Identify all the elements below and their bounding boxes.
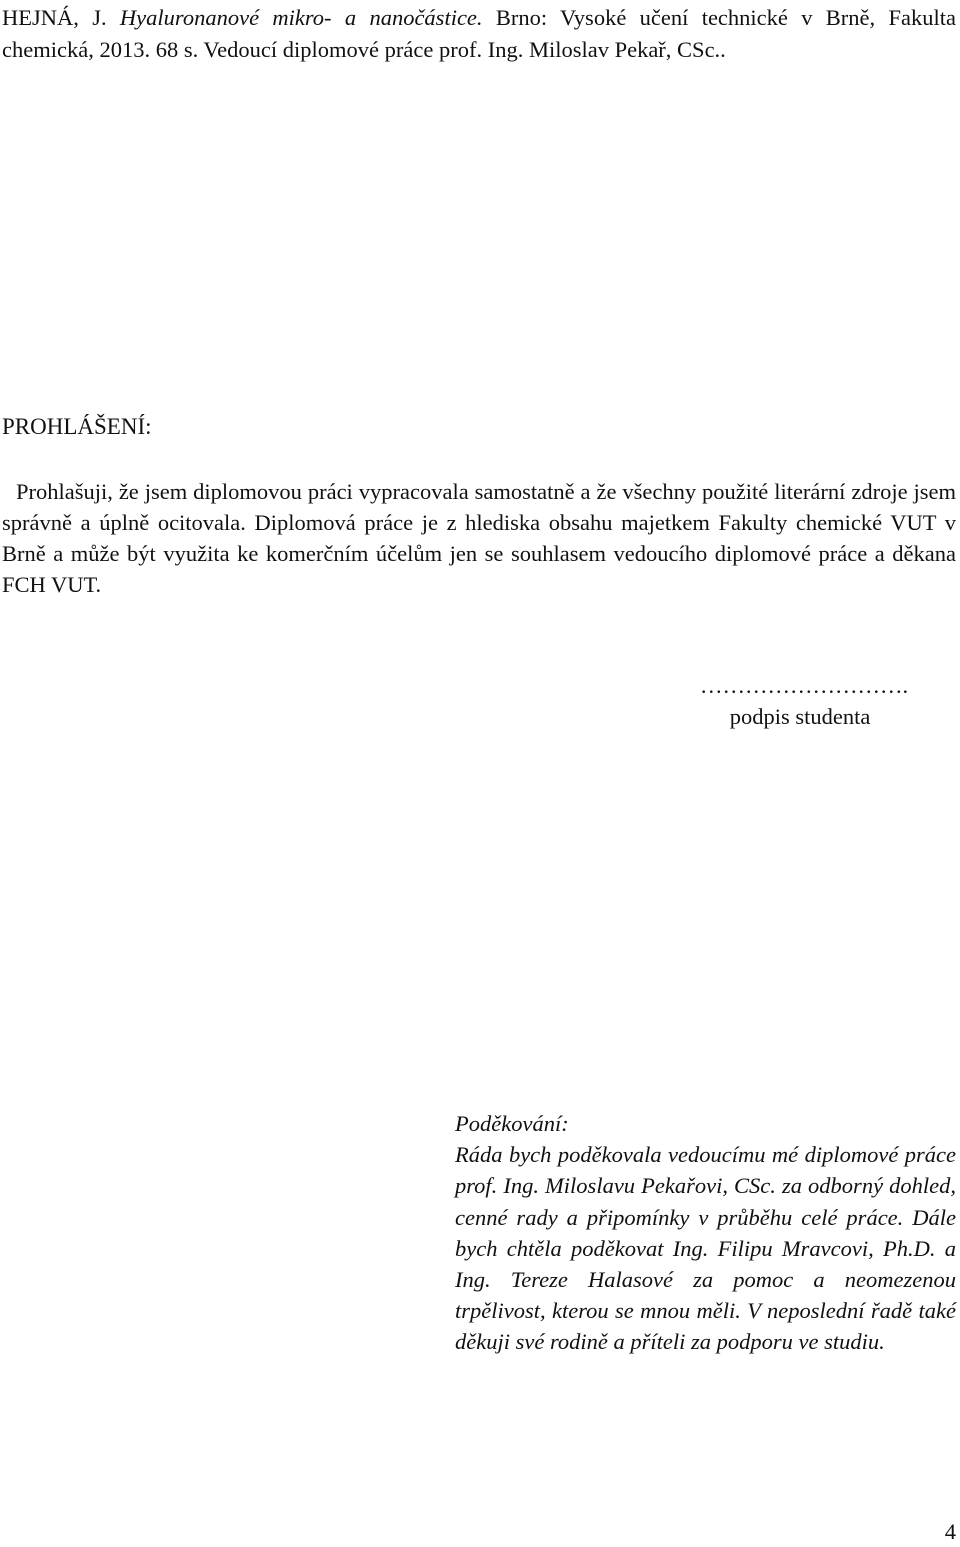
declaration-heading: PROHLÁŠENÍ:	[2, 414, 152, 439]
acknowledgement-heading: Poděkování:	[455, 1111, 569, 1136]
citation-authors: HEJNÁ, J.	[2, 5, 120, 30]
signature-block	[700, 670, 909, 732]
page-number: 4	[944, 1519, 956, 1544]
signature-line: ……………………….	[700, 673, 909, 698]
signature-label: podpis studenta	[729, 704, 871, 729]
bibliographic-citation	[2, 2, 956, 66]
acknowledgement-text: Ráda bych poděkovala vedoucímu mé diplomové práce prof. Ing. Miloslavu Pekařovi, CSc. za odborný dohled, cenné rady a připomínky v průběhu celé práce. Dále bych chtěla poděkovat Ing. Filipu Mravcovi, Ph.D. a Ing. Tereze Halasové za pomoc a neomezenou trpělivost, kterou se mnou měli. V neposlední řadě také děkuji své rodině a příteli za podporu ve studiu.	[455, 1142, 956, 1355]
citation-title: Hyaluronanové mikro- a nanočástice.	[119, 5, 483, 30]
declaration-text: Prohlašuji, že jsem diplomovou práci vypracovala samostatně a že všechny použité literární zdroje jsem správně a úplně ocitovala. Diplomová práce je z hlediska obsahu majetkem Fakulty chemické VUT v Brně a může být využita ke komerčním účelům jen se souhlasem vedoucího diplomové práce a děkana FCH VUT.	[2, 479, 956, 597]
acknowledgement-block	[455, 1108, 956, 1358]
citation-details: Brno: Vysoké učení technické v Brně, Fakulta chemická, 2013. 68 s. Vedoucí diplomové práce prof. Ing. Miloslav Pekař, CSc..	[2, 5, 956, 62]
